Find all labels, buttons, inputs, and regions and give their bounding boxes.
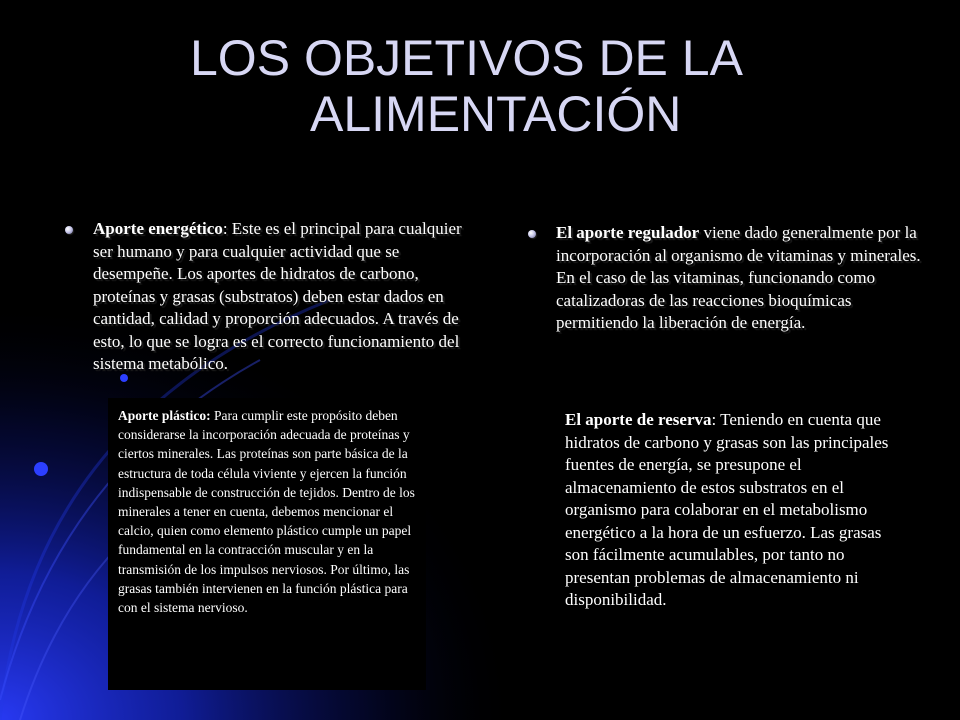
bullet-dot-icon [528, 230, 536, 238]
text-reserva: : Teniendo en cuenta que hidratos de carbono y grasas son las principales fuentes de energía, se presupone el almacenamiento de estos substratos en el organismo para colaborar en el metabolismo energético a la hora de un esfuerzo. Las grasas son fácilmente acumulables, por tanto no presentan problemas de almacenamiento ni disponibilidad. [565, 410, 889, 609]
text-plastico: Para cumplir este propósito deben considerarse la incorporación adecuada de proteínas y ciertos minerales. Las proteínas son parte básica de la estructura de toda célula viviente y ejercen la función indispensable de construcción de tejidos. Dentro de los minerales a tener en cuenta, debemos mencionar el calcio, quien como elemento plástico cumple un papel fundamental en la contracción muscular y en la transmisión de los impulsos nerviosos. Por último, las grasas también intervienen en la función plástica para con el sistema nervioso. [118, 408, 415, 616]
bullet-aporte-energetico [93, 218, 483, 376]
title-line-2: ALIMENTACIÓN [310, 86, 682, 142]
title-line-1: LOS OBJETIVOS DE LA [190, 30, 743, 86]
term-reserva: El aporte de reserva [565, 410, 712, 429]
term-plastico: Aporte plástico: [118, 408, 211, 423]
slide-title [190, 30, 890, 142]
text-regulador: viene dado generalmente por la incorporación al organismo de vitaminas y minerales. En el caso de las vitaminas, funcionando como catalizadoras de las reacciones bioquímicas permitiendo la liberación de energía. [556, 223, 921, 332]
term-energetico: Aporte energético [93, 219, 223, 238]
term-regulador: El aporte regulador [556, 223, 700, 242]
bullet-dot-icon [65, 226, 73, 234]
aporte-plastico-box [108, 398, 426, 690]
bullet-aporte-regulador [556, 222, 936, 335]
aporte-reserva-block [565, 409, 890, 612]
text-energetico: : Este es el principal para cualquier ser humano y para cualquier actividad que se desempeñe. Los aportes de hidratos de carbono, proteínas y grasas (substratos) deben estar dados en cantidad, calidad y proporción adecuados. A través de esto, lo que se logra es el correcto funcionamiento del sistema metabólico. [93, 219, 462, 373]
decorative-dot-large [34, 462, 48, 476]
